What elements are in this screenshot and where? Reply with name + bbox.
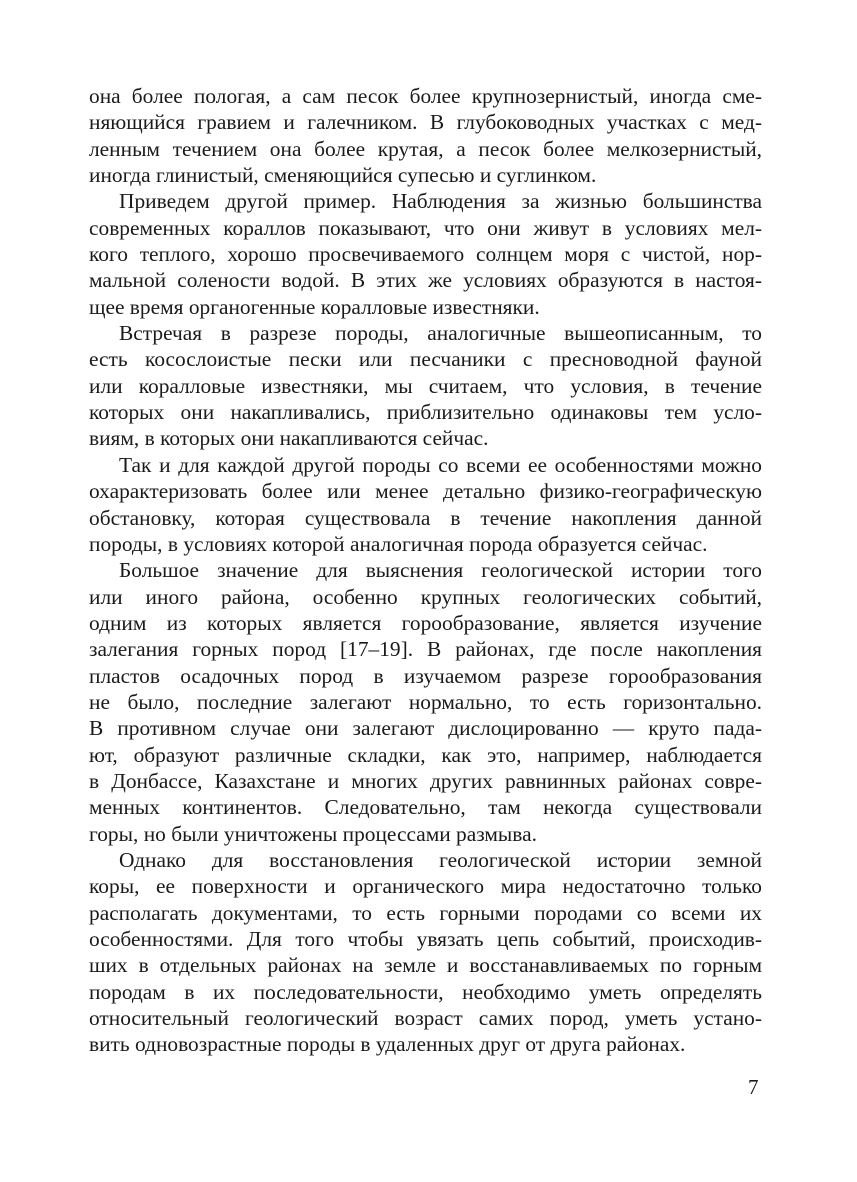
paragraph-6	[89, 847, 762, 1058]
text-line: охарактеризовать более или менее детально физико-географическую	[89, 479, 762, 504]
paragraph-5	[89, 557, 762, 847]
text-line: не было, последние залегают нормально, то есть горизонтально.	[89, 689, 762, 714]
body-text	[89, 83, 762, 1058]
text-line: Так и для каждой другой породы со всеми ее особенностями можно	[119, 452, 762, 477]
text-line: ют, образуют различные складки, как это, например, наблюдается	[89, 742, 762, 767]
text-line: Большое значение для выяснения геологической истории того	[119, 558, 762, 583]
text-line: залегания горных пород [17–19]. В районах, где после накопления	[89, 637, 762, 662]
text-line: щее время органогенные коралловые известняки.	[89, 294, 540, 319]
text-line: В противном случае они залегают дислоцированно — круто пада-	[89, 716, 762, 741]
text-line: ших в отдельных районах на земле и восстанавливаемых по горным	[89, 953, 762, 978]
text-line: располагать документами, то есть горными породами со всеми их	[89, 900, 762, 925]
text-line: менных континентов. Следовательно, там некогда существовали	[89, 795, 762, 820]
text-line: одним из которых является горообразование, является изучение	[89, 610, 762, 635]
text-line: особенностями. Для того чтобы увязать цепь событий, происходив-	[89, 927, 762, 951]
text-line: породам в их последовательности, необходимо уметь определять	[89, 979, 762, 1004]
text-line: или иного района, особенно крупных геологических событий,	[89, 584, 762, 609]
text-line: породы, в условиях которой аналогичная порода образуется сейчас.	[89, 531, 708, 556]
text-line: есть косослоистые пески или песчаники с пресноводной фауной	[89, 347, 762, 372]
page-number: 7	[748, 1075, 759, 1099]
paragraph-1	[89, 83, 762, 188]
paragraph-2	[89, 188, 762, 320]
paragraph-4	[89, 452, 762, 557]
text-line: или коралловые известняки, мы считаем, что условия, в течение	[89, 373, 762, 398]
text-line: она более пологая, а сам песок более крупнозернистый, иногда сме-	[89, 84, 762, 108]
text-line: горы, но были уничтожены процессами размыва.	[89, 821, 537, 846]
text-line: Встречая в разрезе породы, аналогичные вышеописанным, то	[119, 321, 762, 346]
text-line: относительный геологический возраст самих пород, уметь устано-	[89, 1006, 762, 1031]
text-line: коры, ее поверхности и органического мира недостаточно только	[89, 874, 762, 899]
text-line: иногда глинистый, сменяющийся супесью и суглинком.	[89, 163, 597, 188]
text-line: современных кораллов показывают, что они живут в условиях мел-	[89, 215, 762, 240]
text-line: в Донбассе, Казахстане и многих других равнинных районах совре-	[89, 768, 762, 793]
text-line: виям, в которых они накапливаются сейчас.	[89, 426, 489, 451]
text-line: Однако для восстановления геологической истории земной	[119, 847, 762, 872]
text-line: пластов осадочных пород в изучаемом разрезе горообразования	[89, 663, 762, 688]
text-line: обстановку, которая существовала в течение накопления данной	[89, 505, 762, 530]
paragraph-3	[89, 320, 762, 452]
text-line: вить одновозрастные породы в удаленных друг от друга районах.	[89, 1032, 686, 1057]
text-line: кого теплого, хорошо просвечиваемого солнцем моря с чистой, нор-	[89, 242, 762, 267]
text-line: мальной солености водой. В этих же условиях образуются в настоя-	[89, 268, 762, 293]
text-line: няющийся гравием и галечником. В глубоководных участках с мед-	[89, 110, 762, 135]
text-line: ленным течением она более крутая, а песок более мелкозернистый,	[89, 136, 762, 161]
text-line: которых они накапливались, приблизительно одинаковы тем усло-	[89, 400, 762, 425]
text-line: Приведем другой пример. Наблюдения за жизнью большинства	[119, 189, 762, 214]
